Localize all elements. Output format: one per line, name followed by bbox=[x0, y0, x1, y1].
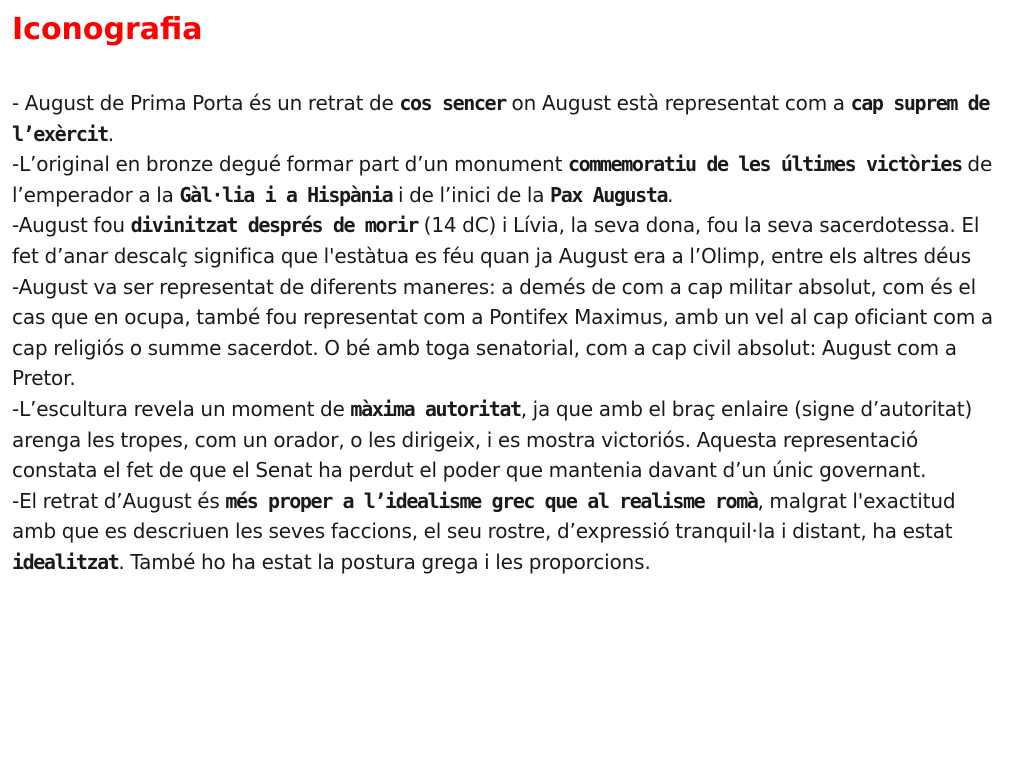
text-run: de l’emperador a la bbox=[12, 152, 993, 207]
text-run: -L’escultura revela un moment de bbox=[12, 396, 351, 421]
slide-title: Iconografia bbox=[12, 12, 203, 47]
paragraph bbox=[12, 149, 1002, 210]
highlighted-term: més proper a l’idealisme grec que al realisme romà bbox=[225, 488, 758, 513]
paragraph bbox=[12, 394, 1002, 486]
text-run: -August va ser representat de diferents maneres: a demés de com a cap militar absolut, com és el cas que en ocupa, també fou representat com a Pontifex Maximus, amb un vel al cap oficiant com a cap religiós o summe sacerdot. O bé amb toga senatorial, com a cap civil absolut: August com a Pretor. bbox=[12, 274, 993, 391]
paragraph bbox=[12, 88, 1002, 149]
paragraph bbox=[12, 210, 1002, 271]
text-run: i de l’inici de la bbox=[392, 182, 551, 207]
highlighted-term: cap suprem de l’exèrcit bbox=[12, 91, 989, 146]
highlighted-term: idealitzat bbox=[12, 549, 119, 574]
text-run: -El retrat d’August és bbox=[12, 488, 226, 513]
highlighted-term: Gàl·lia i a Hispània bbox=[179, 182, 393, 207]
highlighted-term: commemoratiu de les últimes victòries bbox=[568, 152, 962, 177]
text-run: -L’original en bronze degué formar part d’un monument bbox=[12, 152, 568, 177]
highlighted-term: cos sencer bbox=[399, 91, 506, 115]
highlighted-term: divinitzat després de morir bbox=[130, 213, 418, 238]
paragraph bbox=[12, 272, 1002, 394]
text-run: on August està representat com a bbox=[505, 91, 851, 115]
text-run: (14 dC) i Lívia, la seva dona, fou la seva sacerdotessa. El fet d’anar descalç significa que l'estàtua es féu quan ja August era a l’Olimp, entre els altres déus bbox=[12, 213, 980, 268]
text-run: - August de Prima Porta és un retrat de bbox=[12, 91, 400, 115]
text-run: . bbox=[107, 121, 114, 146]
highlighted-term: Pax Augusta bbox=[550, 182, 668, 207]
text-run: -August fou bbox=[12, 213, 131, 238]
highlighted-term: màxima autoritat bbox=[350, 396, 521, 421]
text-run: , ja que amb el braç enlaire (signe d’autoritat) arenga les tropes, com un orador, o les dirigeix, i es mostra victoriós. Aquesta representació constata el fet de que el Senat ha perdut el poder que mantenia davant d’un únic governant. bbox=[12, 396, 973, 483]
text-run: , malgrat l'exactitud amb que es descriuen les seves faccions, el seu rostre, d’expressió tranquil·la i distant, ha estat bbox=[12, 488, 956, 544]
text-run: . També ho ha estat la postura grega i les proporcions. bbox=[118, 549, 651, 574]
slide-body bbox=[12, 88, 1002, 578]
text-run: . bbox=[667, 182, 674, 207]
paragraph bbox=[12, 486, 1002, 578]
